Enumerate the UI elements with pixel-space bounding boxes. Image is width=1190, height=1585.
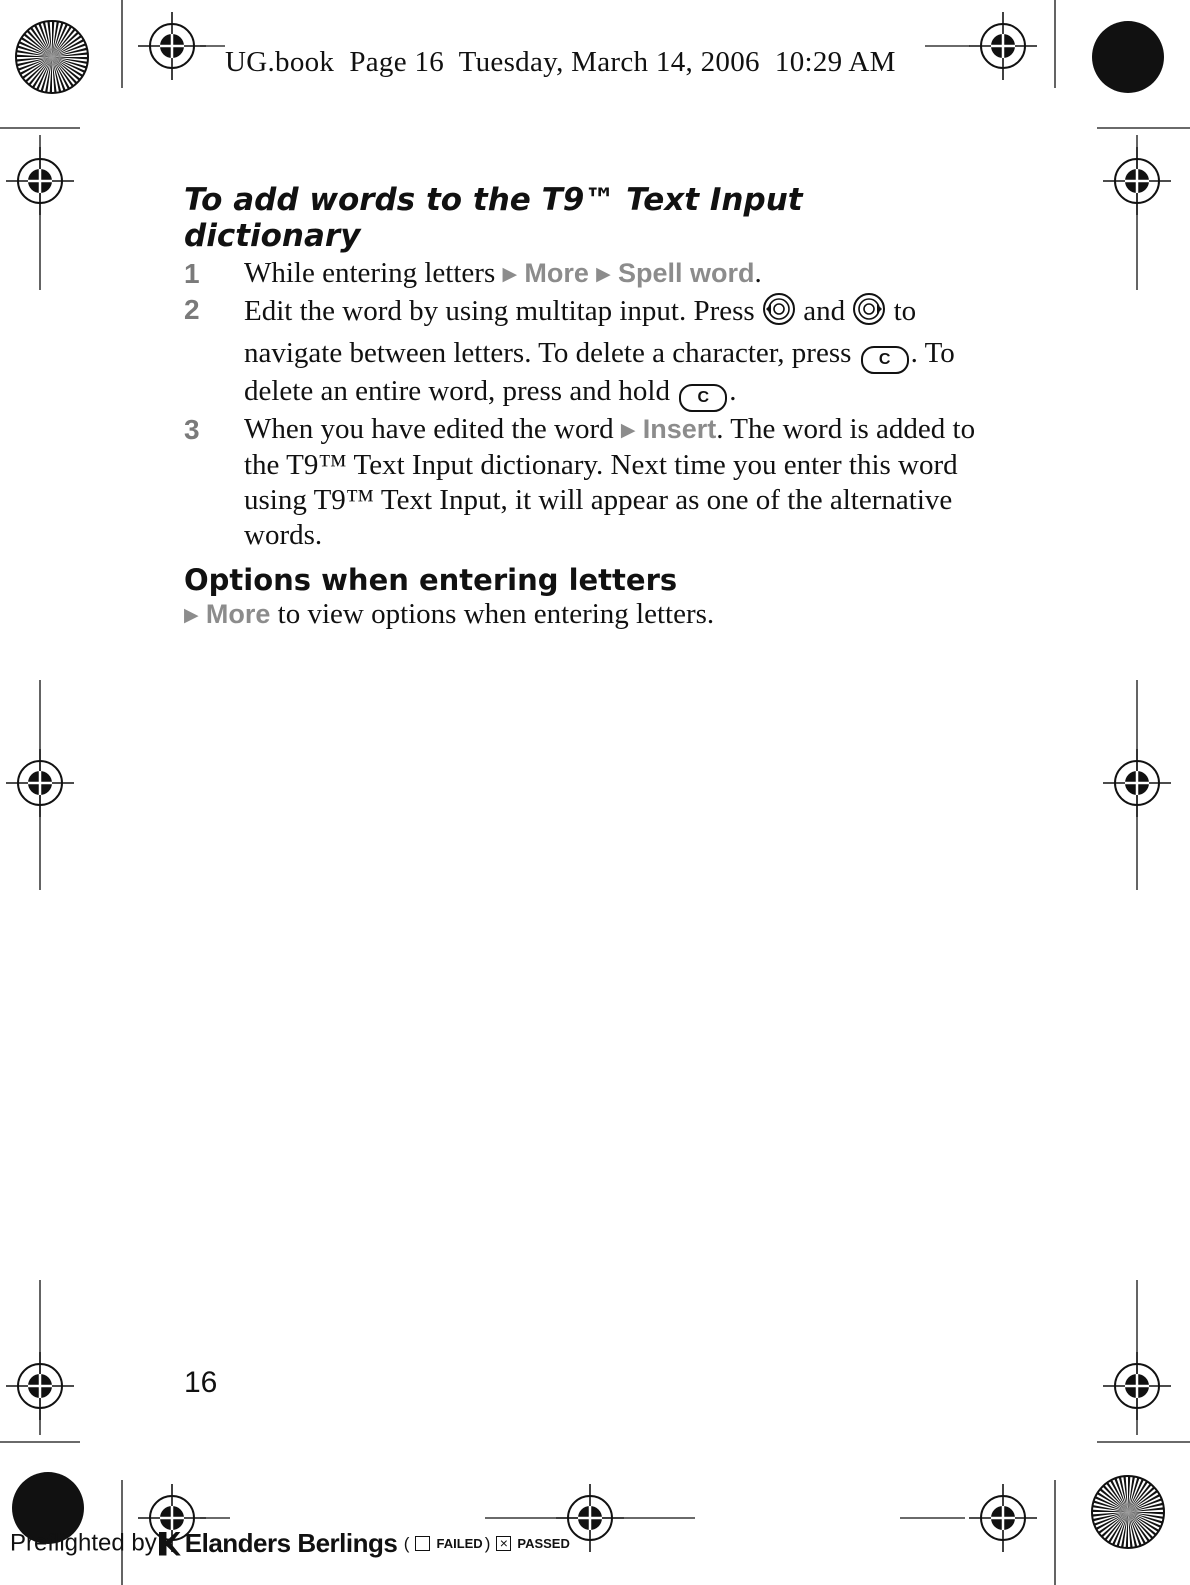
preflight-footer <box>10 1528 570 1562</box>
preflight-label: Preflighted by <box>10 1529 157 1557</box>
paren-close: ) <box>484 1533 491 1553</box>
registration-mark-icon <box>6 147 74 215</box>
step-text <box>244 412 1004 554</box>
registration-mark-icon <box>969 1484 1037 1552</box>
c-key-icon: C <box>679 384 727 412</box>
navigation-key-left-icon <box>762 292 796 335</box>
registration-mark-icon <box>6 1352 74 1420</box>
starburst-target-icon <box>1092 1476 1164 1548</box>
menu-item-insert: Insert <box>642 413 717 444</box>
step-number: 2 <box>184 294 200 326</box>
menu-item-more: More <box>524 258 589 288</box>
passed-checkbox-icon: × <box>496 1536 511 1551</box>
step-text-part: . <box>729 374 737 407</box>
title-line-2: dictionary <box>184 218 361 254</box>
triangle-right-icon: ▶ <box>620 418 636 441</box>
step-1 <box>184 256 1004 292</box>
step-number: 1 <box>184 258 200 289</box>
title-line-1: To add words to the T9™ Text Input <box>184 182 803 218</box>
starburst-target-icon <box>16 21 88 93</box>
solid-target-icon <box>1092 21 1164 93</box>
navigation-key-right-icon <box>852 292 886 335</box>
step-text-part: When you have edited the word <box>244 412 621 445</box>
menu-item-spell-word: Spell word <box>618 258 755 288</box>
step-text <box>244 292 1004 411</box>
c-key-icon: C <box>861 346 909 374</box>
triangle-right-icon: ▶ <box>596 263 611 285</box>
section-title-add-words <box>184 182 904 254</box>
brand-name: Elanders Berlings <box>184 1528 398 1558</box>
step-text-part: . To delete an entire word, press and hold <box>244 336 955 407</box>
registration-mark-icon <box>1103 147 1171 215</box>
steps-list <box>184 256 1004 554</box>
registration-mark-icon <box>969 12 1037 80</box>
triangle-right-icon: ▶ <box>184 604 199 626</box>
failed-checkbox-icon <box>415 1536 430 1551</box>
triangle-right-icon: ▶ <box>502 263 518 285</box>
step-text-part: . <box>754 257 762 289</box>
menu-item-more: More <box>205 599 271 629</box>
step-text-part: and <box>795 295 853 328</box>
step-text <box>244 256 1004 292</box>
step-3 <box>184 412 1004 554</box>
step-2 <box>184 292 1004 411</box>
page-number: 16 <box>184 1366 218 1399</box>
passed-label: PASSED <box>517 1536 570 1551</box>
header-slug: UG.book Page 16 Tuesday, March 14, 2006 10:29 AM <box>225 46 896 78</box>
registration-mark-icon <box>6 749 74 817</box>
step-number: 3 <box>184 413 200 445</box>
registration-mark-icon <box>1103 749 1171 817</box>
registration-mark-icon <box>138 12 206 80</box>
section-title-options: Options when entering letters <box>184 563 678 597</box>
step-text-part: . The word is added to the T9™ Text Input dictionary. Next time you enter this word using T9™ Text Input, it will appear as one of the alternative words. <box>244 412 976 552</box>
options-text <box>184 597 714 633</box>
paren-open: ( <box>403 1533 410 1553</box>
step-text-part: Edit the word by using multitap input. Press <box>244 295 762 328</box>
registration-mark-icon <box>1103 1352 1171 1420</box>
options-text-part: to view options when entering letters. <box>270 598 715 630</box>
failed-label: FAILED <box>436 1536 483 1551</box>
elanders-logo-icon <box>159 1532 181 1556</box>
step-text-part: While entering letters <box>244 257 503 289</box>
step-text-part: to navigate between letters. To delete a character, press <box>244 295 917 369</box>
